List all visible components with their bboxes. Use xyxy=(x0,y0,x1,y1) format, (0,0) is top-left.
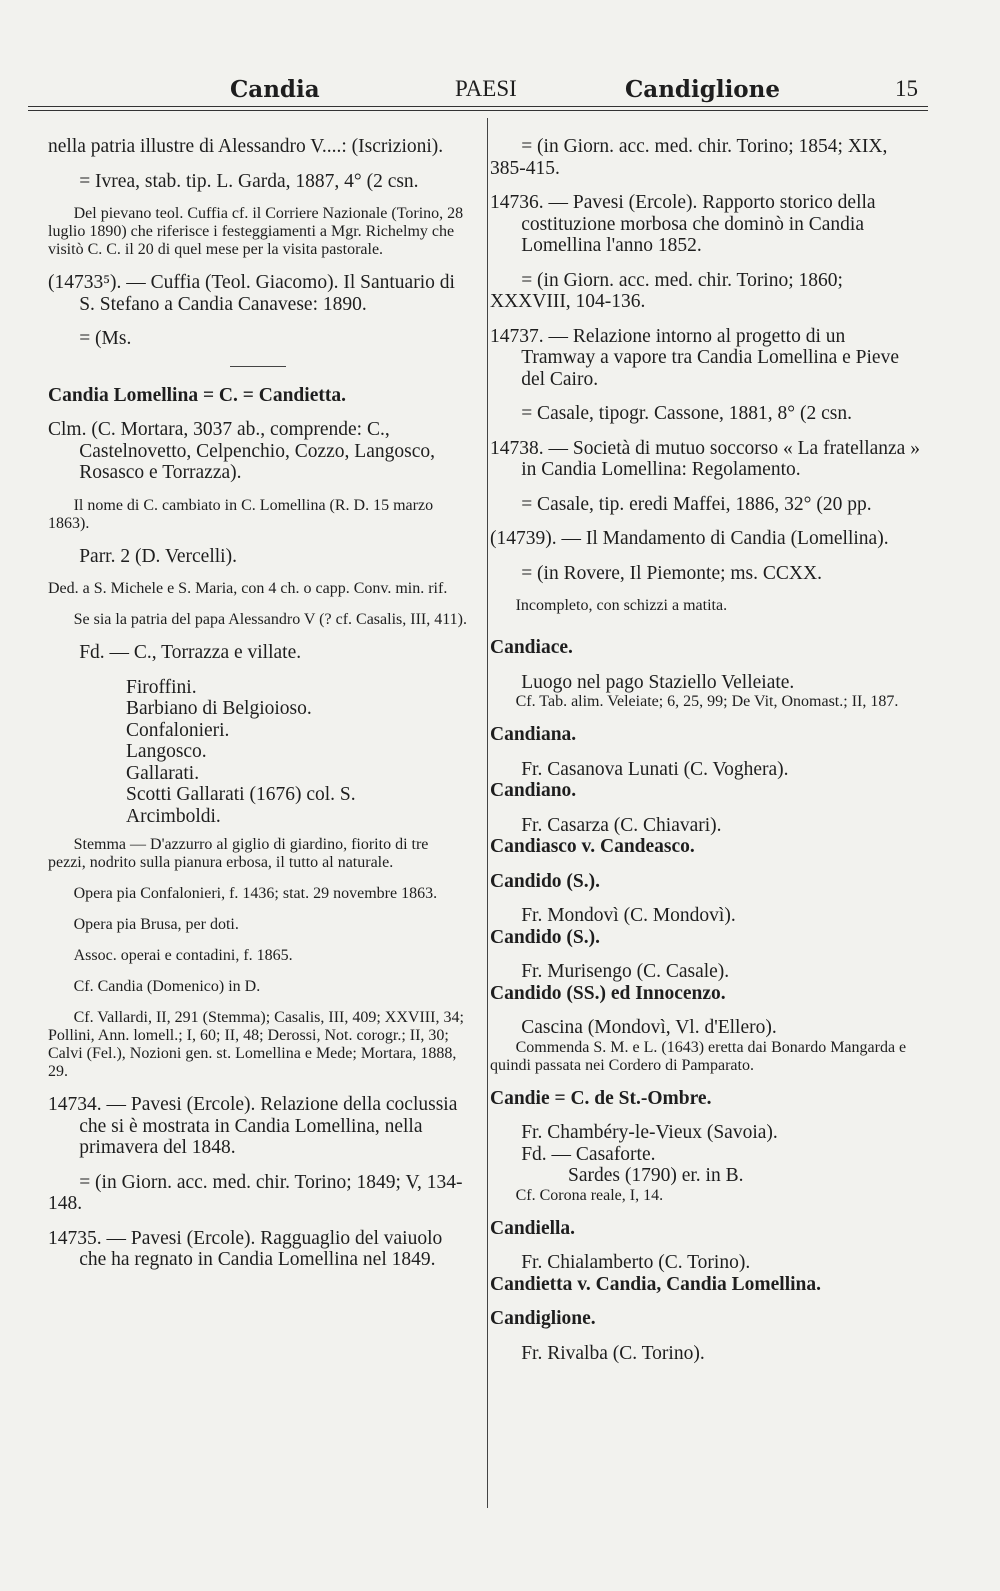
entry-text: Barbiano di Belgioioso. xyxy=(126,698,312,719)
right-column xyxy=(490,136,920,1364)
entry-text: Firoffini. xyxy=(126,676,197,698)
entry-text: Il nome di C. cambiato in C. Lomellina (R. D. 15 marzo 1863). xyxy=(48,496,434,532)
page-number: 15 xyxy=(895,76,918,101)
entry-text: = (in Rovere, Il Piemonte; ms. CCXX. xyxy=(521,562,822,584)
entry-heading: Candiace. xyxy=(490,637,573,658)
entry-text: Fr. Chambéry-le-Vieux (Savoia). xyxy=(521,1122,778,1143)
header-right: Candiglione xyxy=(625,76,781,103)
entry-text: Fr. Mondovì (C. Mondovì). xyxy=(521,905,736,926)
entry-text: 14737. — Relazione intorno al progetto di un Tramway a vapore tra Candia Lomellina e Pieve del Cairo. xyxy=(490,325,899,390)
entry-text: = Casale, tipogr. Cassone, 1881, 8° (2 csn. xyxy=(521,403,852,424)
entry-text: Cf. Candia (Domenico) in D. xyxy=(73,978,261,995)
entry-text: Fr. Rivalba (C. Torino). xyxy=(521,1342,705,1364)
entry-text: Incompleto, con schizzi a matita. xyxy=(515,597,728,614)
entry-text: = (in Giorn. acc. med. chir. Torino; 1849; V, 134-148. xyxy=(48,1171,463,1214)
entry-text: Clm. (C. Mortara, 3037 ab., comprende: C., Castelnovetto, Celpenchio, Cozzo, Langosco, Rosasco e Torrazza). xyxy=(48,419,435,483)
entry-text: Opera pia Brusa, per doti. xyxy=(73,916,239,933)
entry-text: Se sia la patria del papa Alessandro V (? cf. Casalis, III, 411). xyxy=(73,611,467,628)
entry-text: Assoc. operai e contadini, f. 1865. xyxy=(73,947,293,964)
entry-heading: Candido (S.). xyxy=(490,870,600,892)
entry-heading: Candia Lomellina = C. = Candietta. xyxy=(48,384,346,406)
entry-heading: Candiglione. xyxy=(490,1308,596,1329)
entry-text: 14738. — Società di mutuo soccorso « La fratellanza » in Candia Lomellina: Regolamento. xyxy=(490,437,920,480)
entry-text: nella patria illustre di Alessandro V....: (Iscrizioni). xyxy=(48,136,444,157)
entry-text: Fr. Casarza (C. Chiavari). xyxy=(521,814,722,836)
entry-heading: Candido (S.). xyxy=(490,926,600,948)
entry-text xyxy=(490,628,920,637)
entry-text: Fr. Murisengo (C. Casale). xyxy=(521,961,730,982)
entry-heading: Candiella. xyxy=(490,1217,576,1239)
entry-heading: Candiana. xyxy=(490,724,577,745)
entry-text: 14736. — Pavesi (Ercole). Rapporto storico della costituzione morbosa che dominò in Candia Lomellina l'anno 1852. xyxy=(490,192,876,256)
entry-text: Gallarati. xyxy=(126,762,200,784)
entry-text: Ded. a S. Michele e S. Maria, con 4 ch. o capp. Conv. min. rif. xyxy=(48,580,448,597)
entry-text: Langosco. xyxy=(126,741,207,762)
entry-text: Sardes (1790) er. in B. xyxy=(568,1165,744,1186)
header-left: Candia xyxy=(230,76,320,103)
entry-heading: Candie = C. de St.-Ombre. xyxy=(490,1087,712,1109)
entry-text: Fd. — Casaforte. xyxy=(521,1143,656,1165)
entry-text: Fd. — C., Torrazza e villate. xyxy=(79,642,302,663)
entry-text: = (in Giorn. acc. med. chir. Torino; 1860; XXXVIII, 104-136. xyxy=(490,269,843,312)
entry-text: Del pievano teol. Cuffia cf. il Corriere Nazionale (Torino, 28 luglio 1890) che riferisce i festeggiamenti a Mgr. Richelmy che visitò C. C. il 20 di quel mese per la visita pastorale. xyxy=(48,205,464,258)
entry-text: Parr. 2 (D. Vercelli). xyxy=(79,545,237,567)
entry-text: (14739). — Il Mandamento di Candia (Lomellina). xyxy=(490,528,889,549)
entry-heading: Candiasco v. Candeasco. xyxy=(490,836,695,857)
entry-heading: Candiano. xyxy=(490,780,577,801)
entry-text: Luogo nel pago Staziello Velleiate. xyxy=(521,671,795,693)
separator xyxy=(230,366,286,367)
entry-text: = Casale, tip. eredi Maffei, 1886, 32° (20 pp. xyxy=(521,493,872,515)
entry-heading: Candietta v. Candia, Candia Lomellina. xyxy=(490,1273,822,1295)
entry-text: Confalonieri. xyxy=(126,719,230,741)
header-rule xyxy=(28,106,928,107)
entry-text: 14734. — Pavesi (Ercole). Relazione della coclussia che si è mostrata in Candia Lomellina, nella primavera del 1848. xyxy=(48,1094,458,1158)
entry-text: 14735. — Pavesi (Ercole). Ragguaglio del vaiuolo che ha regnato in Candia Lomellina nel 1849. xyxy=(48,1227,443,1270)
column-divider xyxy=(487,118,488,1508)
entry-text: Cascina (Mondovì, Vl. d'Ellero). xyxy=(521,1017,777,1038)
entry-text: Commenda S. M. e L. (1643) eretta dai Bonardo Mangarda e quindi passata nei Cordero di Pamparato. xyxy=(490,1038,907,1074)
entry-text: (14733⁵). — Cuffia (Teol. Giacomo). Il Santuario di S. Stefano a Candia Canavese: 1890. xyxy=(48,272,455,315)
left-column xyxy=(48,136,468,1284)
entry-text: Scotti Gallarati (1676) col. S. xyxy=(126,784,356,805)
entry-text: Stemma — D'azzurro al giglio di giardino, fiorito di tre pezzi, nodrito sulla pianura erbosa, il tutto al naturale. xyxy=(48,836,429,871)
entry-text: Cf. Vallardi, II, 291 (Stemma); Casalis, III, 409; XXVIII, 34; Pollini, Ann. lomell.; I, 60; II, 48; Derossi, Not. corogr.; II, 30; Calvi (Fel.), Nozioni gen. st. Lomellina e Mede; Mortara, 1888, 29. xyxy=(48,1009,464,1080)
header-center: PAESI xyxy=(455,76,517,101)
entry-text: = Ivrea, stab. tip. L. Garda, 1887, 4° (2 csn. xyxy=(79,170,419,192)
entry-heading: Candido (SS.) ed Innocenzo. xyxy=(490,982,726,1004)
entry-text: Cf. Tab. alim. Veleiate; 6, 25, 99; De Vit, Onomast.; II, 187. xyxy=(515,693,899,710)
entry-text: Arcimboldi. xyxy=(126,805,221,827)
entry-text: Fr. Chialamberto (C. Torino). xyxy=(521,1252,751,1273)
entry-text: Cf. Corona reale, I, 14. xyxy=(515,1186,664,1204)
header-rule-2 xyxy=(28,110,928,111)
entry-text: Fr. Casanova Lunati (C. Voghera). xyxy=(521,758,789,780)
entry-text: Opera pia Confalonieri, f. 1436; stat. 29 novembre 1863. xyxy=(73,885,438,902)
entry-text xyxy=(48,827,468,836)
entry-text: = (Ms. xyxy=(79,328,132,349)
entry-text: = (in Giorn. acc. med. chir. Torino; 1854; XIX, 385-415. xyxy=(490,136,888,179)
